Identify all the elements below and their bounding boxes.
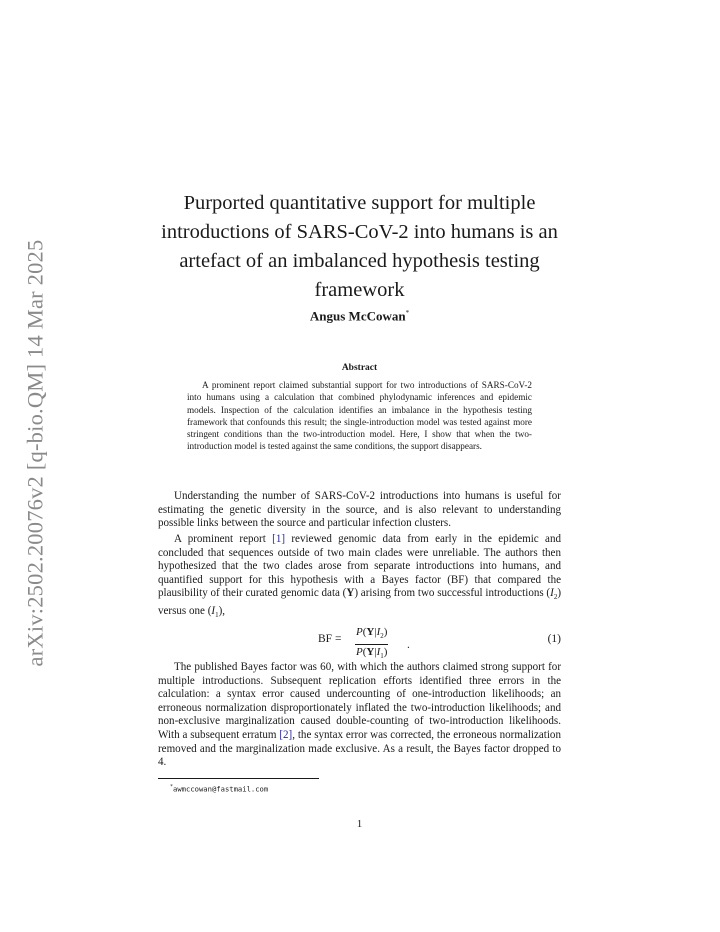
p2-text-d: ) versus one (: [158, 587, 561, 618]
abstract-text: A prominent report claimed substantial support for two introductions of SARS-CoV-2 into humans using a calculation that combined phylodynamic inferences and epidemic models. Inspection of the calculation identifies an imbalance in the hypothesis testing framework that confounds this result; the single-introduction model was tested against more stringent conditions than the two-introduction model. Here, I show that when the two-introduction model is tested against the same conditions, the support disappears.: [187, 380, 532, 452]
eq-symbol-i: I: [376, 626, 381, 638]
p2-text-c: ) arising from two successful introductions (: [354, 587, 551, 600]
body-paragraph-3: [158, 661, 561, 770]
footnote: [170, 784, 268, 793]
abstract-heading: Abstract: [341, 363, 378, 373]
equation-period: .: [407, 639, 410, 651]
p2-symbol-i1: I: [211, 605, 216, 618]
equation-numerator: [355, 626, 388, 645]
eq-symbol-p: P: [356, 626, 363, 638]
equation-fraction: [355, 626, 388, 663]
citation-link-2[interactable]: [2]: [279, 728, 293, 741]
eq-paren-close: ): [383, 626, 388, 638]
page-number: 1: [356, 818, 363, 830]
p2-symbol-i2: I: [550, 587, 554, 600]
author-name: Angus McCowan: [309, 308, 406, 324]
equation-1: [158, 623, 561, 661]
eq-subscript: 1: [380, 652, 384, 661]
paper-title: Purported quantitative support for multiple introductions of SARS-CoV-2 into humans is an artefact of an imbalanced hypothesis testing framework: [161, 192, 558, 301]
eq-symbol-i: I: [376, 646, 381, 659]
p3-text-a: The published Bayes factor was 60, with which the authors claimed strong support for multiple introductions. Subsequent replication efforts identified three errors in the calculation: a syntax error caused undercounting of one-introduction likelihoods; an erroneous normalization disproportionately inflated the two-introduction likelihoods; and non-exclusive marginalization caused double-counting of two-introduction likelihoods. With a subsequent erratum: [158, 661, 561, 741]
eq-bar: |: [374, 646, 377, 659]
equation-lhs: BF =: [318, 633, 342, 645]
p2-text-a: A prominent report: [174, 533, 273, 545]
p2-text-b: reviewed genomic data from early in the epidemic and concluded that sequences outside of two main clades were unreliable. The authors then hypothesized that the two clades arose from separate introductions into humans, and quantified support for this hypothesis with a Bayes factor (BF) that compared the plausibility of their curated genomic data (: [158, 533, 561, 600]
eq-symbol-y: Y: [366, 646, 375, 659]
p2-symbol-y: Y: [346, 587, 355, 600]
p3-text-b: , the syntax error was corrected, the erroneous normalization removed and the marginalization made exclusive. As a result, the Bayes factor dropped to 4.: [158, 728, 561, 769]
eq-symbol-p: P: [356, 646, 363, 659]
author-line: [158, 305, 561, 324]
footnote-mark: *: [170, 784, 174, 790]
eq-bar: |: [374, 626, 377, 638]
eq-paren-open: (: [362, 646, 367, 659]
footnote-email[interactable]: awmccowan@fastmail.com: [173, 784, 269, 794]
citation-link-1[interactable]: [1]: [272, 533, 286, 545]
author-footnote-mark: *: [405, 309, 410, 317]
arxiv-identifier-stamp: [22, 228, 48, 678]
eq-subscript: 2: [380, 632, 384, 641]
arxiv-identifier-text: arXiv:2502.20076v2 [q-bio.QM] 14 Mar 2025: [22, 239, 47, 667]
equation-number: (1): [547, 633, 561, 645]
footnote-rule: [158, 778, 319, 779]
eq-symbol-y: Y: [366, 626, 375, 638]
eq-paren-close: ): [383, 646, 388, 659]
eq-paren-open: (: [362, 626, 367, 638]
body-paragraph-1: Understanding the number of SARS-CoV-2 introductions into humans is useful for estimating the genetic diversity in the source, and is also relevant to understanding possible links between the source and particular infection clusters.: [158, 490, 561, 530]
p2-symbol-i1-sub: 1: [215, 611, 219, 620]
p2-symbol-i2-sub: 2: [553, 593, 558, 602]
p2-text-e: ),: [218, 605, 226, 618]
body-paragraph-2: [158, 533, 561, 623]
